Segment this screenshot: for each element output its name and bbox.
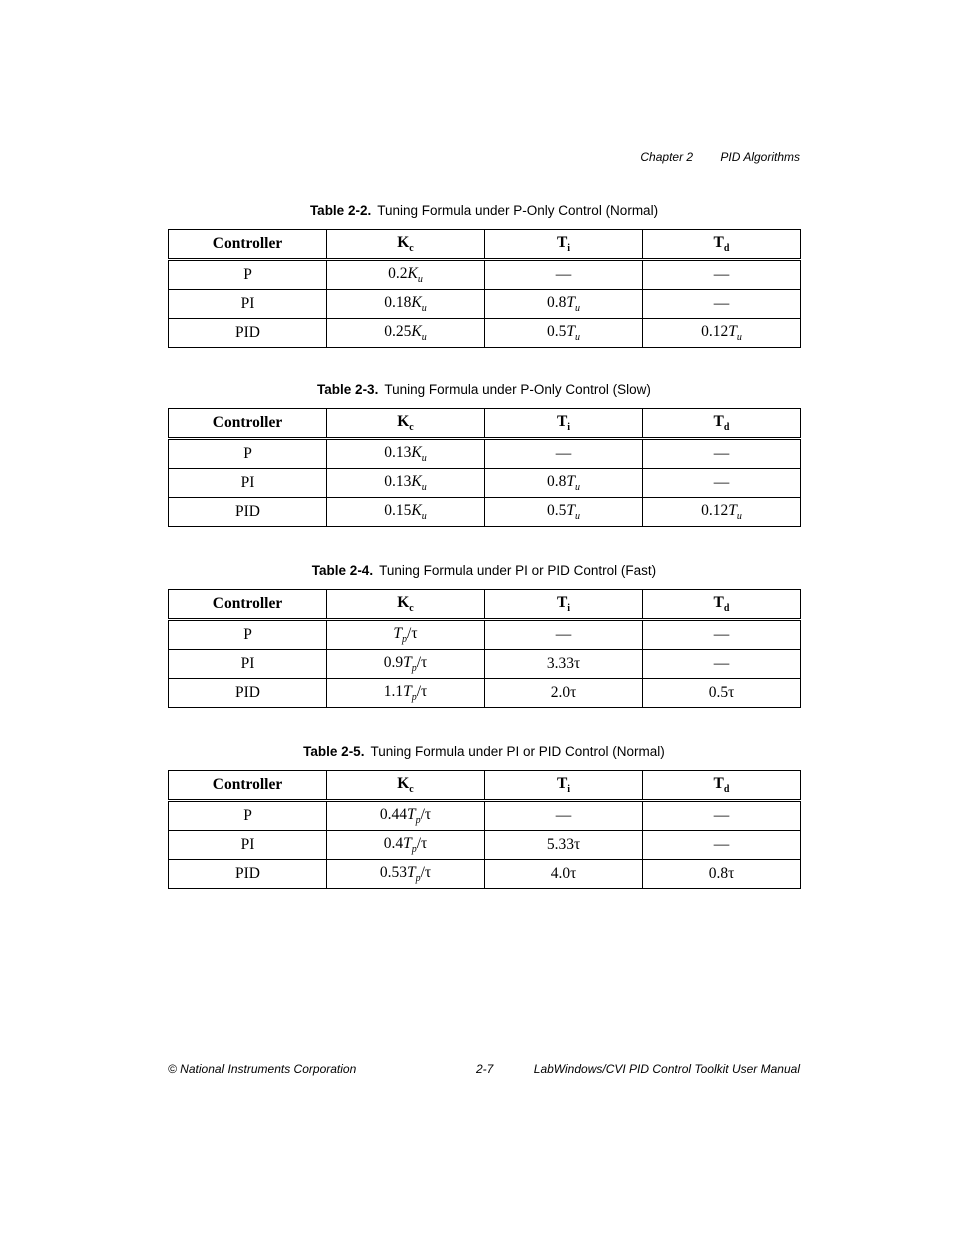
- table-row: [169, 801, 801, 831]
- table-cell: $0.2K_u$: [327, 260, 485, 290]
- table-row: [169, 498, 801, 527]
- table-row: [169, 650, 801, 679]
- table-cell: PI: [169, 831, 327, 860]
- table-cell: 2.0τ: [485, 679, 643, 708]
- table-row: [169, 319, 801, 348]
- column-header: $T_i$: [485, 771, 643, 801]
- table-row: [169, 260, 801, 290]
- column-header: Controller: [169, 771, 327, 801]
- section-label: PID Algorithms: [720, 150, 800, 164]
- table-row: [169, 831, 801, 860]
- table-cell: $0.18K_u$: [327, 290, 485, 319]
- table-cell: $0.15K_u$: [327, 498, 485, 527]
- table-cell: 0.8τ: [643, 860, 801, 889]
- table-cell: $0.44T_p/\tau$: [327, 801, 485, 831]
- table-title: Tuning Formula under PI or PID Control (Fast): [379, 563, 657, 578]
- table-cell: PI: [169, 469, 327, 498]
- table-row: [169, 439, 801, 469]
- table-title: Tuning Formula under PI or PID Control (Normal): [370, 744, 665, 759]
- table-title: Tuning Formula under P-Only Control (Normal): [377, 203, 659, 218]
- chapter-label: Chapter 2: [640, 150, 694, 164]
- tuning-table: [168, 770, 801, 889]
- table-cell: —: [485, 439, 643, 469]
- table-cell: $0.5T_u$: [485, 319, 643, 348]
- table-caption: [168, 382, 800, 397]
- column-header: $T_d$: [643, 771, 801, 801]
- table-cell: —: [643, 650, 801, 679]
- table-cell: $0.53T_p/\tau$: [327, 860, 485, 889]
- table-cell: $0.12T_u$: [643, 319, 801, 348]
- footer-manual-title: LabWindows/CVI PID Control Toolkit User Manual: [533, 1062, 800, 1076]
- table-cell: —: [643, 260, 801, 290]
- table-cell: 4.0τ: [485, 860, 643, 889]
- table-title: Tuning Formula under P-Only Control (Slow): [384, 382, 651, 397]
- table-cell: 0.5τ: [643, 679, 801, 708]
- column-header: $K_c$: [327, 230, 485, 260]
- column-header: $T_i$: [485, 590, 643, 620]
- table-cell: 5.33τ: [485, 831, 643, 860]
- table-cell: —: [643, 801, 801, 831]
- table-cell: PID: [169, 319, 327, 348]
- column-header: $K_c$: [327, 590, 485, 620]
- table-cell: PID: [169, 679, 327, 708]
- table-cell: —: [643, 439, 801, 469]
- column-header: Controller: [169, 590, 327, 620]
- table-cell: P: [169, 801, 327, 831]
- table-row: [169, 679, 801, 708]
- table-cell: PID: [169, 498, 327, 527]
- table-cell: —: [485, 801, 643, 831]
- column-header: $K_c$: [327, 771, 485, 801]
- table-cell: —: [643, 620, 801, 650]
- table-cell: $0.12T_u$: [643, 498, 801, 527]
- table-cell: —: [485, 620, 643, 650]
- table-caption: [168, 744, 800, 759]
- column-header: Controller: [169, 230, 327, 260]
- table-cell: P: [169, 260, 327, 290]
- table-label: Table 2-2.: [309, 203, 372, 218]
- table-cell: —: [643, 831, 801, 860]
- column-header: $K_c$: [327, 409, 485, 439]
- column-header: $T_d$: [643, 409, 801, 439]
- table-row: [169, 290, 801, 319]
- table-header-row: [169, 230, 801, 260]
- table-row: [169, 620, 801, 650]
- table-label: Table 2-4.: [311, 563, 374, 578]
- table-header-row: [169, 590, 801, 620]
- column-header: $T_i$: [485, 409, 643, 439]
- table-row: [169, 860, 801, 889]
- footer-page-number: 2-7: [476, 1062, 494, 1076]
- table-cell: $0.8T_u$: [485, 469, 643, 498]
- table-cell: P: [169, 439, 327, 469]
- table-cell: P: [169, 620, 327, 650]
- table-cell: PI: [169, 290, 327, 319]
- tuning-table: [168, 408, 801, 527]
- footer-copyright: © National Instruments Corporation: [168, 1062, 357, 1076]
- table-row: [169, 469, 801, 498]
- table-label: Table 2-3.: [317, 382, 379, 397]
- table-cell: $1.1T_p/\tau$: [327, 679, 485, 708]
- running-header: [640, 150, 800, 164]
- table-caption: [168, 563, 800, 578]
- column-header: $T_d$: [643, 230, 801, 260]
- column-header: $T_i$: [485, 230, 643, 260]
- table-cell: —: [643, 290, 801, 319]
- table-cell: PID: [169, 860, 327, 889]
- tuning-table: [168, 589, 801, 708]
- table-cell: $0.8T_u$: [485, 290, 643, 319]
- table-cell: $0.13K_u$: [327, 439, 485, 469]
- table-cell: $0.13K_u$: [327, 469, 485, 498]
- table-cell: —: [643, 469, 801, 498]
- table-label: Table 2-5.: [303, 744, 365, 759]
- table-cell: 3.33τ: [485, 650, 643, 679]
- table-cell: $0.5T_u$: [485, 498, 643, 527]
- table-cell: $0.9T_p/\tau$: [327, 650, 485, 679]
- table-cell: $0.25K_u$: [327, 319, 485, 348]
- column-header: Controller: [169, 409, 327, 439]
- table-header-row: [169, 409, 801, 439]
- tuning-table: [168, 229, 801, 348]
- table-cell: $0.4T_p/\tau$: [327, 831, 485, 860]
- table-cell: $T_p/\tau$: [327, 620, 485, 650]
- table-caption: [168, 203, 800, 218]
- table-header-row: [169, 771, 801, 801]
- column-header: $T_d$: [643, 590, 801, 620]
- table-cell: PI: [169, 650, 327, 679]
- table-cell: —: [485, 260, 643, 290]
